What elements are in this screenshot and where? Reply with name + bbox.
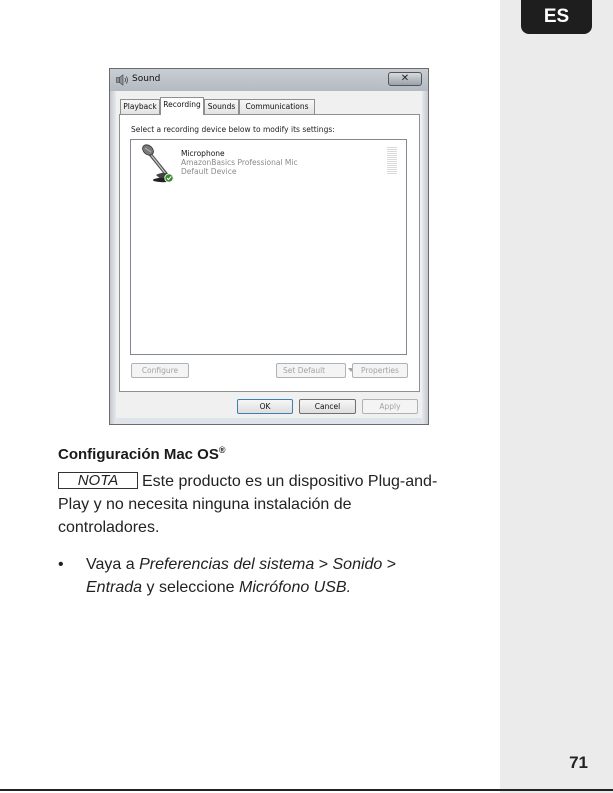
- split-divider: [345, 364, 346, 377]
- cancel-button[interactable]: Cancel: [299, 399, 356, 414]
- heading-text: Configuración Mac OS: [58, 446, 219, 463]
- list-item[interactable]: [131, 140, 406, 186]
- speaker-icon: [116, 74, 129, 86]
- menu-path-system-preferences: Preferencias del sistema: [139, 556, 315, 573]
- set-default-button[interactable]: [276, 363, 346, 378]
- sidebar-panel: [500, 0, 613, 793]
- registered-mark: ®: [218, 445, 226, 455]
- tab-sounds[interactable]: Sounds: [204, 99, 239, 114]
- menu-path-input: Entrada: [86, 579, 143, 596]
- set-default-label: Set Default: [283, 366, 326, 375]
- tab-recording[interactable]: Recording: [160, 97, 204, 115]
- dialog-titlebar: [110, 69, 428, 91]
- note-paragraph: [58, 470, 443, 539]
- dialog-title: Sound: [132, 74, 161, 84]
- menu-path-sound: Sonido: [332, 556, 383, 573]
- device-name: Microphone: [181, 149, 225, 158]
- level-meter: [387, 147, 397, 175]
- recording-tab-panel: [119, 114, 420, 392]
- window-frame-right: [422, 91, 428, 424]
- bottom-rule: [0, 789, 613, 791]
- device-model: AmazonBasics Professional Mic: [181, 158, 298, 167]
- device-status: Default Device: [181, 167, 237, 176]
- bullet-run: >: [382, 556, 397, 573]
- menu-path-usb-microphone: Micrófono USB.: [238, 579, 352, 596]
- note-text: Este producto es un dispositivo Plug-and-Play y no necesita ninguna instalación de controladores.: [58, 473, 438, 536]
- ok-button[interactable]: OK: [237, 399, 293, 414]
- close-button[interactable]: [388, 72, 422, 86]
- dialog-client-area: [116, 91, 422, 418]
- apply-button[interactable]: Apply: [362, 399, 418, 414]
- bullet-text: [86, 553, 456, 599]
- note-label: NOTA: [58, 472, 138, 489]
- tab-playback[interactable]: Playback: [120, 99, 160, 114]
- tab-communications[interactable]: Communications: [239, 99, 315, 114]
- language-badge: ES: [521, 0, 592, 34]
- bullet-run: y seleccione: [142, 579, 239, 596]
- bullet-marker: •: [58, 556, 64, 573]
- close-icon: ✕: [400, 73, 410, 84]
- section-heading: [58, 445, 226, 463]
- properties-button[interactable]: Properties: [352, 363, 408, 378]
- bullet-run: >: [314, 556, 333, 573]
- panel-instructions: Select a recording device below to modify its settings:: [131, 125, 335, 134]
- recording-device-list[interactable]: [130, 139, 407, 355]
- bullet-run: Vaya a: [86, 556, 140, 573]
- page-number: 71: [569, 753, 588, 772]
- microphone-icon: [137, 142, 177, 184]
- sound-dialog: [109, 68, 429, 425]
- configure-button[interactable]: Configure: [131, 363, 189, 378]
